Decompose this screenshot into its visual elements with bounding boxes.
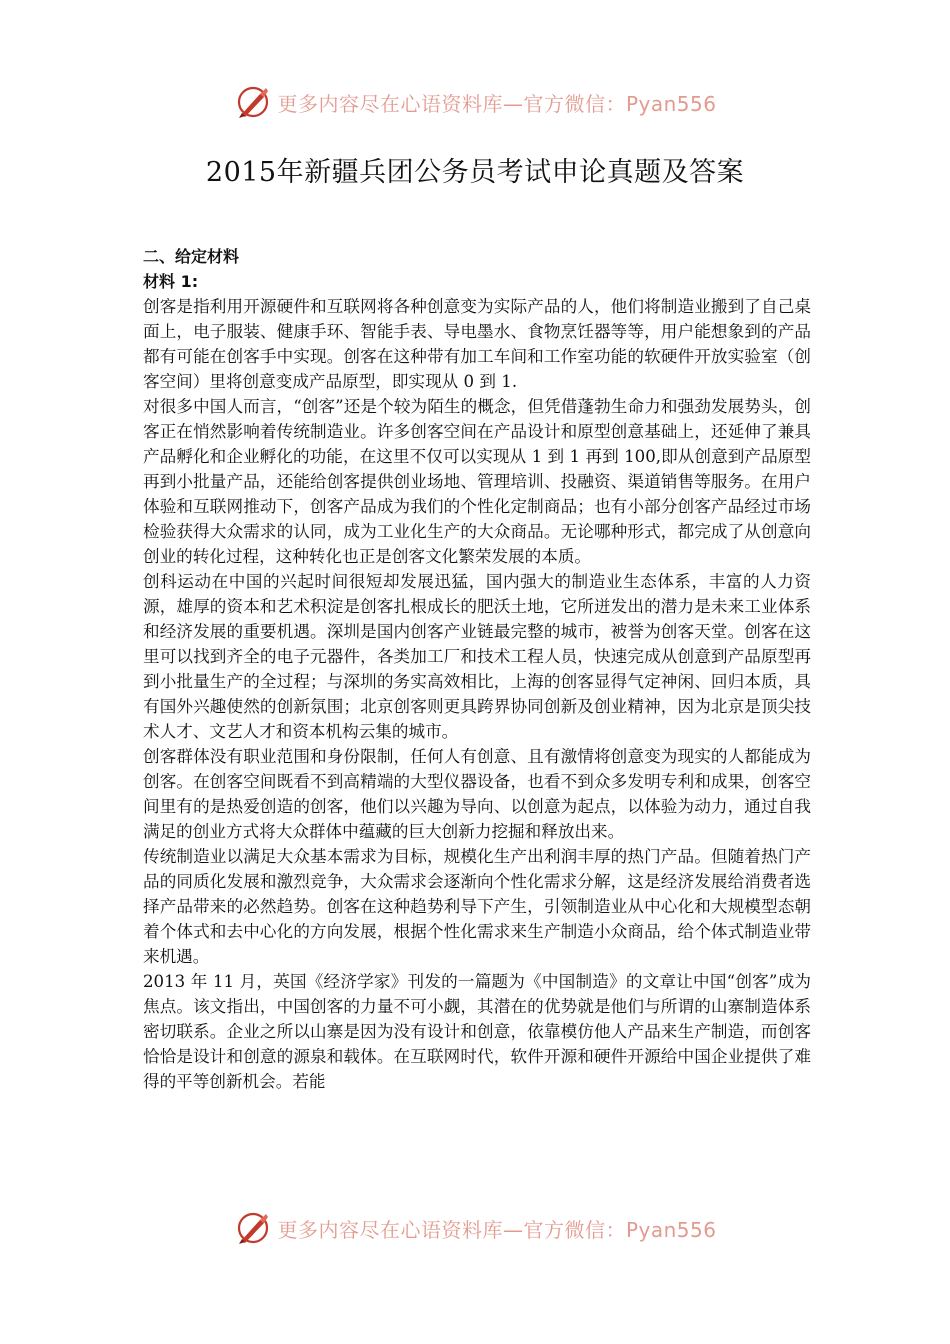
section-heading: 二、给定材料 <box>143 247 240 266</box>
watermark-text: 更多内容尽在心语资料库—官方微信：Pyan556 <box>277 91 717 116</box>
watermark-text: 更多内容尽在心语资料库—官方微信：Pyan556 <box>277 1217 717 1242</box>
watermark-banner-top <box>0 82 950 122</box>
material-label: 材料 1: <box>143 272 199 291</box>
paragraph: 对很多中国人而言，“创客”还是个较为陌生的概念，但凭借蓬勃生命力和强劲发展势头，创客正在悄然影响着传统制造业。许多创客空间在产品设计和原型创意基础上，还延伸了兼具产品孵化和企业孵化的功能，在这里不仅可以实现从 1 到 1 再到 100,即从创意到产品原型再到小批量产品，还能给创客提供创业场地、管理培训、投融资、渠道销售等服务。在用户体验和互联网推动下，创客产品成为我们的个性化定制商品；也有小部分创客产品经过市场检验获得大众需求的认同，成为工业化生产的大众商品。无论哪种形式，都完成了从创意向创业的转化过程，这种转化也正是创客文化繁荣发展的本质。 <box>143 397 811 566</box>
paragraph: 2013 年 11 月，英国《经济学家》刊发的一篇题为《中国制造》的文章让中国“创客”成为焦点。该文指出，中国创客的力量不可小觑，其潜在的优势就是他们与所谓的山寨制造体系密切联系。企业之所以山寨是因为没有设计和创意，依靠模仿他人产品来生产制造，而创客恰恰是设计和创意的源泉和载体。在互联网时代，软件开源和硬件开源给中国企业提供了难得的平等创新机会。若能 <box>143 972 811 1091</box>
pen-nib-logo-icon <box>233 82 273 122</box>
paragraph: 创客群体没有职业范围和身份限制，任何人有创意、且有激情将创意变为现实的人都能成为创客。在创客空间既看不到高精端的大型仪器设备，也看不到众多发明专利和成果，创客空间里有的是热爱创造的创客，他们以兴趣为导向、以创意为起点，以体验为动力，通过自我满足的创业方式将大众群体中蕴藏的巨大创新力挖掘和释放出来。 <box>143 747 811 841</box>
paragraph: 创科运动在中国的兴起时间很短却发展迅猛，国内强大的制造业生态体系，丰富的人力资源，雄厚的资本和艺术积淀是创客扎根成长的肥沃土地，它所迸发出的潜力是未来工业体系和经济发展的重要机遇。深圳是国内创客产业链最完整的城市，被誉为创客天堂。创客在这里可以找到齐全的电子元器件，各类加工厂和技术工程人员，快速完成从创意到产品原型再到小批量生产的全过程；与深圳的务实高效相比，上海的创客显得气定神闲、回归本质，具有国外兴趣使然的创新氛围；北京创客则更具跨界协同创新及创业精神，因为北京是顶尖技术人才、文艺人才和资本机构云集的城市。 <box>143 572 811 741</box>
document-body <box>143 244 811 1094</box>
paragraph: 创客是指利用开源硬件和互联网将各种创意变为实际产品的人，他们将制造业搬到了自己桌面上，电子服装、健康手环、智能手表、导电墨水、食物烹饪器等等，用户能想象到的产品都有可能在创客手中实现。创客在这种带有加工车间和工作室功能的软硬件开放实验室（创客空间）里将创意变成产品原型，即实现从 0 到 1. <box>143 297 811 391</box>
document-title: 2015年新疆兵团公务员考试申论真题及答案 <box>205 157 745 188</box>
pen-nib-logo-icon <box>233 1208 273 1248</box>
watermark-banner-bottom <box>0 1208 950 1248</box>
paragraph: 传统制造业以满足大众基本需求为目标，规模化生产出利润丰厚的热门产品。但随着热门产品的同质化发展和激烈竞争，大众需求会逐渐向个性化需求分解，这是经济发展给消费者选择产品带来的必然趋势。创客在这种趋势利导下产生，引领制造业从中心化和大规模型态朝着个体式和去中心化的方向发展，根据个性化需求来生产制造小众商品，给个体式制造业带来机遇。 <box>143 847 811 966</box>
